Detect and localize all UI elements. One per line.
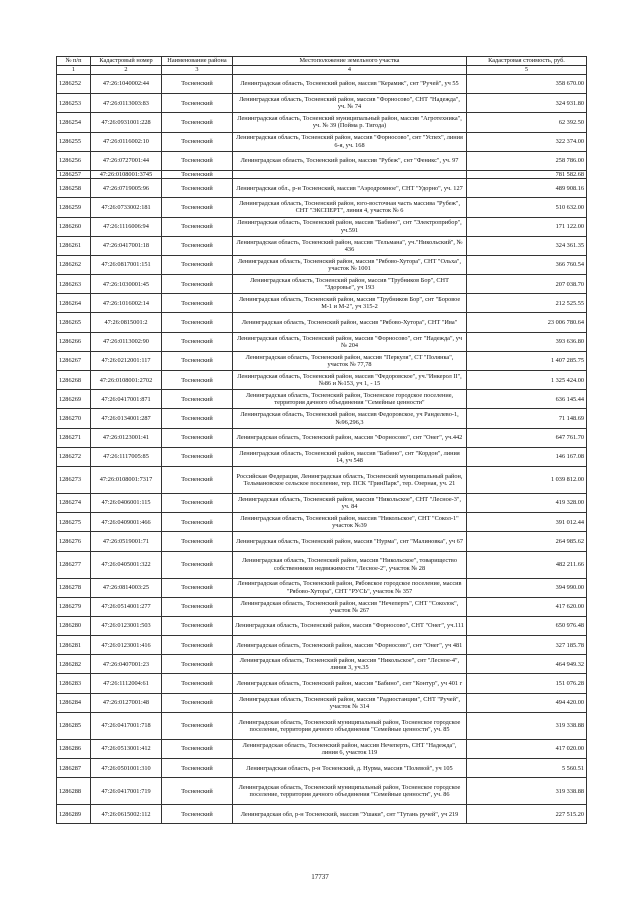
cell-cadastral-number: 47:26:0405001:322 <box>91 551 162 578</box>
cell-cadastral-value: 391 012.44 <box>467 513 587 532</box>
cell-cadastral-value: 417 620.00 <box>467 597 587 616</box>
cell-cadastral-value: 146 167.08 <box>467 447 587 466</box>
cell-cadastral-number: 47:26:0134001:287 <box>91 409 162 428</box>
cell-cadastral-value: 258 786.00 <box>467 151 587 170</box>
cell-cadastral-value: 394 990.00 <box>467 578 587 597</box>
cell-row-number: 1286257 <box>57 170 91 178</box>
cell-row-number: 1286281 <box>57 636 91 655</box>
cell-row-number: 1286286 <box>57 739 91 758</box>
cell-cadastral-number: 47:26:0409001:466 <box>91 513 162 532</box>
cell-cadastral-value: 1 407 285.75 <box>467 351 587 370</box>
cell-district: Тосненский <box>162 739 233 758</box>
table-row <box>57 616 587 635</box>
cell-cadastral-value: 62 392.50 <box>467 113 587 132</box>
table-row <box>57 179 587 198</box>
table-row <box>57 75 587 94</box>
cell-cadastral-number: 47:26:0212001:117 <box>91 351 162 370</box>
cell-cadastral-number: 47:26:1116006:94 <box>91 217 162 236</box>
cell-cadastral-value: 482 211.66 <box>467 551 587 578</box>
cell-location: Ленинградская область, Тосненский район, массив "Перкуля", СТ "Полянка", участок № 77,78 <box>233 351 467 370</box>
cell-row-number: 1286280 <box>57 616 91 635</box>
cell-cadastral-number: 47:26:0501001:310 <box>91 759 162 778</box>
cell-row-number: 1286263 <box>57 275 91 294</box>
table-row <box>57 597 587 616</box>
cell-location: Российская Федерация, Ленинградская область, Тосненский муниципальный район, Тельмановское сельское поселение, тер. ПСК "ГринПарк", тер. Озерная, уч. 21 <box>233 466 467 493</box>
cell-location: Ленинградская область, Тосненский район, массив "Форносово", СНТ "Надежда", уч. № 74 <box>233 94 467 113</box>
cell-cadastral-value: 358 670.00 <box>467 75 587 94</box>
cell-cadastral-number: 47:26:0123001:416 <box>91 636 162 655</box>
header-cell-district: Наименование района <box>162 57 233 66</box>
cell-cadastral-number: 47:26:0733002:181 <box>91 198 162 217</box>
cell-row-number: 1286278 <box>57 578 91 597</box>
cell-district: Тосненский <box>162 466 233 493</box>
cell-row-number: 1286264 <box>57 294 91 313</box>
cell-location: Ленинградская область, Тосненский район, массив "Никольское", товарищество собственников недвижимости "Лесное-2", участок № 28 <box>233 551 467 578</box>
table-row <box>57 313 587 332</box>
cell-cadastral-value: 5 560.51 <box>467 759 587 778</box>
cell-row-number: 1286256 <box>57 151 91 170</box>
cell-district: Тосненский <box>162 447 233 466</box>
cell-location: Ленинградская обл., р-н Тосненский, массив "Аэродромное", СНТ "Удорно", уч. 127 <box>233 179 467 198</box>
cell-cadastral-number: 47:26:0817001:151 <box>91 255 162 274</box>
cell-location: Ленинградская область, Тосненский район, массив "Бабино", снт "Электроприбор", уч.591 <box>233 217 467 236</box>
cell-district: Тосненский <box>162 294 233 313</box>
cell-district: Тосненский <box>162 712 233 739</box>
cell-district: Тосненский <box>162 275 233 294</box>
cell-row-number: 1286258 <box>57 179 91 198</box>
cell-cadastral-value: 151 076.28 <box>467 674 587 693</box>
cell-location: Ленинградская область, Тосненский район, массив "Никольское", снт "Лесное-4", линия 3, уч.35 <box>233 655 467 674</box>
cell-row-number: 1286271 <box>57 428 91 447</box>
cell-location: Ленинградская область, Тосненский район, массив "Форносово", снт "Успех", линия 6-я, уч. 168 <box>233 132 467 151</box>
cell-row-number: 1286252 <box>57 75 91 94</box>
cell-row-number: 1286274 <box>57 493 91 512</box>
header-cell-value: Кадастровая стоимость, руб. <box>467 57 587 66</box>
cell-district: Тосненский <box>162 313 233 332</box>
cell-district: Тосненский <box>162 513 233 532</box>
cell-cadastral-number: 47:26:1030001:45 <box>91 275 162 294</box>
header-cell-number: № п/п <box>57 57 91 66</box>
cell-location: Ленинградская область, Тосненский район, массив "Трубников Бор", снт "Боровое М-1 и М-2", уч 315-2 <box>233 294 467 313</box>
cell-cadastral-number: 47:26:0815001:2 <box>91 313 162 332</box>
cell-district: Тосненский <box>162 409 233 428</box>
cell-cadastral-value: 366 760.54 <box>467 255 587 274</box>
cell-location: Ленинградская область, Тосненский район, массив "Федоровское", уч."Инкерол II", №86 и №153, уч 1, - 15 <box>233 371 467 390</box>
table-row <box>57 113 587 132</box>
cell-cadastral-value: 171 122.00 <box>467 217 587 236</box>
table-row <box>57 636 587 655</box>
cell-row-number: 1286273 <box>57 466 91 493</box>
cell-cadastral-number: 47:26:0116002:10 <box>91 132 162 151</box>
table-row <box>57 466 587 493</box>
cell-district: Тосненский <box>162 132 233 151</box>
cell-cadastral-number: 47:26:0615002:112 <box>91 805 162 824</box>
cell-location: Ленинградская область, Тосненский муниципальный район, Тосненское городское поселение, территория дачного объединения "Семейные ценности", уч. 86 <box>233 778 467 805</box>
cell-cadastral-value: 264 985.62 <box>467 532 587 551</box>
cell-cadastral-value: 647 761.70 <box>467 428 587 447</box>
cell-cadastral-number: 47:26:0719005:96 <box>91 179 162 198</box>
cell-row-number: 1286276 <box>57 532 91 551</box>
cell-cadastral-number: 47:26:0113003:83 <box>91 94 162 113</box>
cell-cadastral-value: 327 185.78 <box>467 636 587 655</box>
table-row <box>57 198 587 217</box>
cell-row-number: 1286279 <box>57 597 91 616</box>
cell-district: Тосненский <box>162 236 233 255</box>
cell-location: Ленинградская область, Тосненский район, массив "Бабино", снт "Контур", уч 401 г <box>233 674 467 693</box>
table-row <box>57 151 587 170</box>
column-number-4: 4 <box>233 66 467 75</box>
cell-district: Тосненский <box>162 674 233 693</box>
cell-row-number: 1286259 <box>57 198 91 217</box>
cell-district: Тосненский <box>162 198 233 217</box>
cell-location: Ленинградская область, Тосненский район, массив "Рябово-Хутора", СНТ "Ива" <box>233 313 467 332</box>
table-row <box>57 712 587 739</box>
cell-location: Ленинградская область, Тосненский район, юго-восточная часть массива "Рубеж", СНТ "ЭКСПЕРТ", линия 4, участок № 6 <box>233 198 467 217</box>
cell-location: Ленинградская обл, р-н Тосненский, массив "Ушаки", снт "Тутань ручей", уч 219 <box>233 805 467 824</box>
cell-district: Тосненский <box>162 94 233 113</box>
cell-location: Ленинградская область, Тосненский район, Рябовское городское поселение, массив "Рябово-Хутора", СНТ "РУСЬ", участок № 357 <box>233 578 467 597</box>
cell-district: Тосненский <box>162 778 233 805</box>
cell-cadastral-value: 636 145.44 <box>467 390 587 409</box>
table-body <box>57 75 587 824</box>
table-row <box>57 805 587 824</box>
cell-location: Ленинградская область, Тосненский район, массив Нечеперть, СНТ "Надежда", линия 6, участок 119 <box>233 739 467 758</box>
cell-district: Тосненский <box>162 597 233 616</box>
cell-district: Тосненский <box>162 759 233 778</box>
cell-cadastral-value: 650 976.48 <box>467 616 587 635</box>
cell-row-number: 1286254 <box>57 113 91 132</box>
cell-row-number: 1286288 <box>57 778 91 805</box>
cell-cadastral-number: 47:26:0514001:277 <box>91 597 162 616</box>
table-row <box>57 371 587 390</box>
cell-cadastral-number: 47:26:0931001:228 <box>91 113 162 132</box>
cell-district: Тосненский <box>162 636 233 655</box>
cell-cadastral-number: 47:26:0108001:3745 <box>91 170 162 178</box>
cell-row-number: 1286282 <box>57 655 91 674</box>
table-row <box>57 759 587 778</box>
cell-district: Тосненский <box>162 217 233 236</box>
cell-cadastral-number: 47:26:0407001:23 <box>91 655 162 674</box>
cell-location: Ленинградская область, Тосненский район, массив "Форносово", СНТ "Онег", уч.111 <box>233 616 467 635</box>
cell-row-number: 1286267 <box>57 351 91 370</box>
cell-cadastral-value: 510 632.00 <box>467 198 587 217</box>
cell-row-number: 1286285 <box>57 712 91 739</box>
cell-location: Ленинградская область, Тосненский район, массив "Нурма", снт "Малиновка", уч 67 <box>233 532 467 551</box>
cell-cadastral-number: 47:26:0123001:41 <box>91 428 162 447</box>
cell-cadastral-number: 47:26:0727001:44 <box>91 151 162 170</box>
table-row <box>57 255 587 274</box>
cell-cadastral-value: 494 420.00 <box>467 693 587 712</box>
page-number: 17737 <box>311 873 329 881</box>
cell-location: Ленинградская область, Тосненский муниципальный район, массив "Агротехника", уч. № 39 (Пойма р. Тигода) <box>233 113 467 132</box>
cell-location: Ленинградская область, Тосненский район, Тосненское городское поселение, территория дачного объединения "Семейные ценности" <box>233 390 467 409</box>
table-row <box>57 513 587 532</box>
table-row <box>57 217 587 236</box>
cell-cadastral-value: 319 338.88 <box>467 778 587 805</box>
cell-district: Тосненский <box>162 493 233 512</box>
table-row <box>57 236 587 255</box>
cell-location: Ленинградская область, Тосненский район, массив "Форносово", снт "Онег", уч.442 <box>233 428 467 447</box>
cell-cadastral-number: 47:26:0113002:90 <box>91 332 162 351</box>
cell-row-number: 1286269 <box>57 390 91 409</box>
cell-district: Тосненский <box>162 532 233 551</box>
cell-cadastral-number: 47:26:0814003:25 <box>91 578 162 597</box>
cell-location: Ленинградская область, Тосненский район, массив "Трубников Бор", СНТ "Здоровье", уч 193 <box>233 275 467 294</box>
cell-district: Тосненский <box>162 170 233 178</box>
table-row <box>57 351 587 370</box>
cell-district: Тосненский <box>162 332 233 351</box>
cell-cadastral-number: 47:26:0417001:718 <box>91 712 162 739</box>
cell-district: Тосненский <box>162 655 233 674</box>
table-row <box>57 674 587 693</box>
table-row <box>57 275 587 294</box>
column-number-5: 5 <box>467 66 587 75</box>
cell-district: Тосненский <box>162 351 233 370</box>
table-row <box>57 447 587 466</box>
cell-location: Ленинградская область, Тосненский район, массив "Форносово", снт "Надежда", уч № 204 <box>233 332 467 351</box>
cell-row-number: 1286277 <box>57 551 91 578</box>
cell-row-number: 1286284 <box>57 693 91 712</box>
cell-cadastral-value: 324 931.80 <box>467 94 587 113</box>
cell-row-number: 1286265 <box>57 313 91 332</box>
header-number-row <box>57 66 587 75</box>
cell-row-number: 1286287 <box>57 759 91 778</box>
cell-location: Ленинградская область, Тосненский район, массив "Радиостанции", СНТ "Ручей", участок № 314 <box>233 693 467 712</box>
cell-cadastral-value: 207 038.70 <box>467 275 587 294</box>
cell-cadastral-value: 419 328.00 <box>467 493 587 512</box>
cell-cadastral-number: 47:26:0406001:115 <box>91 493 162 512</box>
cell-cadastral-value: 319 338.88 <box>467 712 587 739</box>
cell-location: Ленинградская область, Тосненский муниципальный район, Тосненское городское поселение, территория дачного объединения "Семейные ценности", уч. 85 <box>233 712 467 739</box>
cell-row-number: 1286283 <box>57 674 91 693</box>
table-row <box>57 390 587 409</box>
cell-cadastral-number: 47:26:1112004:61 <box>91 674 162 693</box>
cell-row-number: 1286268 <box>57 371 91 390</box>
table-row <box>57 739 587 758</box>
column-number-3: 3 <box>162 66 233 75</box>
cell-cadastral-number: 47:26:0127001:48 <box>91 693 162 712</box>
cell-cadastral-value: 781 582.68 <box>467 170 587 178</box>
cell-row-number: 1286253 <box>57 94 91 113</box>
cell-cadastral-number: 47:26:0519001:71 <box>91 532 162 551</box>
cell-district: Тосненский <box>162 616 233 635</box>
cell-row-number: 1286266 <box>57 332 91 351</box>
cell-location: Ленинградская область, Тосненский район, массив "Рябово-Хутора", СНТ "Ольха", участок № 1001 <box>233 255 467 274</box>
cell-location: Ленинградская область, Тосненский район, массив "Керамик", снт "Ручей", уч 55 <box>233 75 467 94</box>
cell-cadastral-value: 23 006 780.64 <box>467 313 587 332</box>
cell-row-number: 1286261 <box>57 236 91 255</box>
table-row <box>57 693 587 712</box>
cell-row-number: 1286262 <box>57 255 91 274</box>
table-row <box>57 94 587 113</box>
cell-row-number: 1286260 <box>57 217 91 236</box>
table-row <box>57 551 587 578</box>
cell-cadastral-value: 71 148.69 <box>467 409 587 428</box>
cell-location <box>233 170 467 178</box>
cell-cadastral-value: 1 325 424.00 <box>467 371 587 390</box>
cell-cadastral-number: 47:26:0417001:18 <box>91 236 162 255</box>
header-row <box>57 57 587 66</box>
cell-cadastral-number: 47:26:1016002:14 <box>91 294 162 313</box>
table-row <box>57 409 587 428</box>
cell-district: Тосненский <box>162 428 233 447</box>
cell-location: Ленинградская область, Тосненский район, массив "Нечеперть", СНТ "Соколок", участок № 267 <box>233 597 467 616</box>
cell-district: Тосненский <box>162 75 233 94</box>
cell-district: Тосненский <box>162 390 233 409</box>
cell-location: Ленинградская область, Тосненский район, массив "Форносово", снт "Онег", уч 481 <box>233 636 467 655</box>
cell-location: Ленинградская область, Тосненский район, массив "Никольское", СНТ "Лесное-3", уч. 84 <box>233 493 467 512</box>
cell-cadastral-value: 324 361.35 <box>467 236 587 255</box>
cell-row-number: 1286275 <box>57 513 91 532</box>
table-row <box>57 655 587 674</box>
cell-location: Ленинградская область, Тосненский район, массив "Никольское", СНТ "Сокол-1" участок №39 <box>233 513 467 532</box>
table-row <box>57 132 587 151</box>
cell-cadastral-number: 47:26:0513001:412 <box>91 739 162 758</box>
cell-district: Тосненский <box>162 371 233 390</box>
cadastral-value-table <box>56 56 587 824</box>
cell-cadastral-value: 1 039 812.00 <box>467 466 587 493</box>
cell-row-number: 1286289 <box>57 805 91 824</box>
cell-location: Ленинградская область, Тосненский район, массив "Бабино", снт "Кордон", линия 14, уч 548 <box>233 447 467 466</box>
column-number-1: 1 <box>57 66 91 75</box>
cell-cadastral-value: 489 908.16 <box>467 179 587 198</box>
cell-cadastral-number: 47:26:0417001:871 <box>91 390 162 409</box>
cell-location: Ленинградская область, р-н Тосненский, д. Нурма, массив "Полевой", уч 105 <box>233 759 467 778</box>
cell-cadastral-value: 322 374.00 <box>467 132 587 151</box>
cell-location: Ленинградская область, Тосненский район, массив Федоровское, уч Ранделево-1, №96,296,3 <box>233 409 467 428</box>
cell-cadastral-value: 393 636.80 <box>467 332 587 351</box>
cell-location: Ленинградская область, Тосненский район, массив "Тельмана", уч."Никольский", № 436 <box>233 236 467 255</box>
cell-cadastral-number: 47:26:1117005:85 <box>91 447 162 466</box>
cell-district: Тосненский <box>162 151 233 170</box>
cell-cadastral-number: 47:26:0417001:719 <box>91 778 162 805</box>
cell-cadastral-number: 47:26:0108001:2702 <box>91 371 162 390</box>
cell-cadastral-value: 417 020.00 <box>467 739 587 758</box>
cell-cadastral-value: 464 949.32 <box>467 655 587 674</box>
cell-cadastral-number: 47:26:0108001:7317 <box>91 466 162 493</box>
cell-cadastral-value: 212 525.55 <box>467 294 587 313</box>
cell-row-number: 1286270 <box>57 409 91 428</box>
table-row <box>57 532 587 551</box>
table-row <box>57 428 587 447</box>
cell-row-number: 1286272 <box>57 447 91 466</box>
table-row <box>57 493 587 512</box>
cell-cadastral-number: 47:26:1040002:44 <box>91 75 162 94</box>
table-row <box>57 578 587 597</box>
column-number-2: 2 <box>91 66 162 75</box>
header-cell-cadastral-number: Кадастровый номер <box>91 57 162 66</box>
cell-row-number: 1286255 <box>57 132 91 151</box>
cell-district: Тосненский <box>162 113 233 132</box>
cell-district: Тосненский <box>162 179 233 198</box>
table-row <box>57 332 587 351</box>
header-cell-location: Местоположение земельного участка <box>233 57 467 66</box>
cell-cadastral-value: 227 515.20 <box>467 805 587 824</box>
cell-district: Тосненский <box>162 805 233 824</box>
cell-district: Тосненский <box>162 578 233 597</box>
cell-district: Тосненский <box>162 551 233 578</box>
cell-cadastral-number: 47:26:0123001:503 <box>91 616 162 635</box>
cell-district: Тосненский <box>162 693 233 712</box>
table-row <box>57 778 587 805</box>
cell-location: Ленинградская область, Тосненский район, массив "Рубеж", снт "Феникс", уч. 97 <box>233 151 467 170</box>
table-row <box>57 294 587 313</box>
cell-district: Тосненский <box>162 255 233 274</box>
table-row <box>57 170 587 178</box>
